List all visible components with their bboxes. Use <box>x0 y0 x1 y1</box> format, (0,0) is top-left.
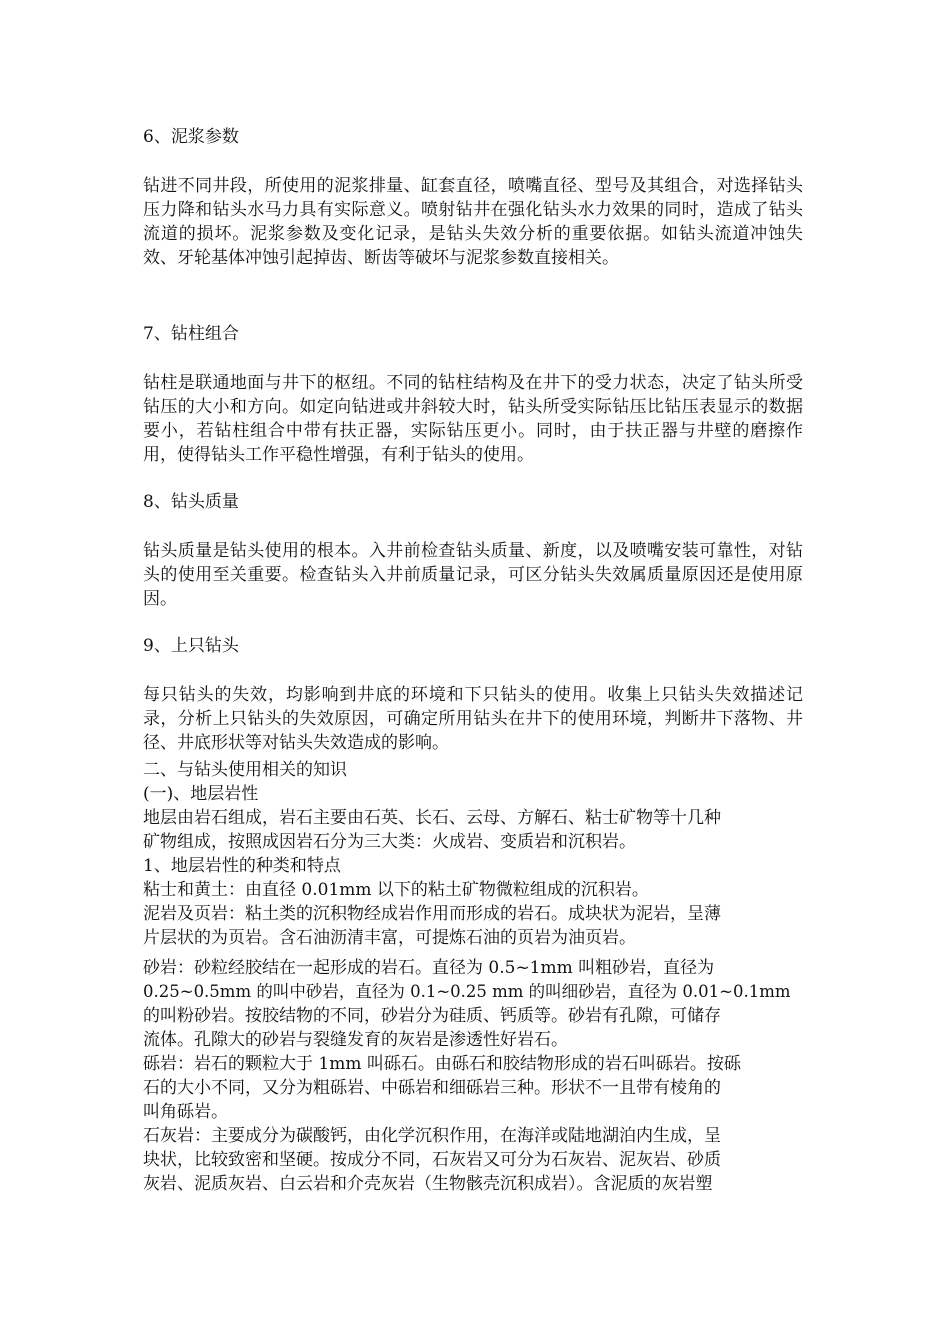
text-line: 叫角砾岩。 <box>143 1102 228 1122</box>
section-9-paragraph: 每只钻头的失效，均影响到井底的环境和下只钻头的使用。收集上只钻头失效描述记录，分析上只钻头的失效原因，可确定所用钻头在井下的使用环境，判断井下落物、井径、井底形状等对钻头失效造成的影响。 <box>143 685 803 753</box>
text-line: 地层由岩石组成，岩石主要由石英、长石、云母、方解石、粘士矿物等十几种 <box>143 808 721 828</box>
text-line: 片层状的为页岩。含石油沥清丰富，可提炼石油的页岩为油页岩。 <box>143 928 636 948</box>
text-line: 0.25~0.5mm 的叫中砂岩，直径为 0.1~0.25 mm 的叫细砂岩，直径为 0.01~0.1mm <box>143 982 791 1001</box>
section-7-paragraph: 钻柱是联通地面与井下的枢纽。不同的钻柱结构及在井下的受力状态，决定了钻头所受钻压的大小和方向。如定向钻进或井斜较大时，钻头所受实际钻压比钻压表显示的数据要小，若钻柱组合中带有扶正器，实际钻压更小。同时，由于扶正器与井壁的磨擦作用，使得钻头工作平稳性增强，有利于钻头的使用。 <box>143 373 803 465</box>
section-6-paragraph: 钻进不同井段，所使用的泥浆排量、缸套直径，喷嘴直径、型号及其组合，对选择钻头压力降和钻头水马力具有实际意义。喷射钻井在强化钻头水力效果的同时，造成了钻头流道的损坏。泥浆参数及变化记录，是钻头失效分析的重要依据。如钻头流道冲蚀失效、牙轮基体冲蚀引起掉齿、断齿等破坏与泥浆参数直接相关。 <box>143 176 803 268</box>
text-line: 砾岩：岩石的颗粒大于 1mm 叫砾石。由砾石和胶结物形成的岩石叫砾岩。按砾 <box>143 1054 741 1074</box>
subsection-heading: (一)、地层岩性 <box>143 784 259 804</box>
section-9-heading: 9、上只钻头 <box>143 636 239 656</box>
text-line: 泥岩及页岩：粘土类的沉积物经成岩作用而形成的岩石。成块状为泥岩，呈薄 <box>143 904 721 924</box>
text-line: 灰岩、泥质灰岩、白云岩和介壳灰岩（生物骸壳沉积成岩）。含泥质的灰岩塑 <box>143 1174 713 1194</box>
chapter-heading: 二、与钻头使用相关的知识 <box>143 760 347 780</box>
section-7-heading: 7、钻柱组合 <box>143 324 239 344</box>
section-8-heading: 8、钻头质量 <box>143 492 239 512</box>
subsection-heading: 1、地层岩性的种类和特点 <box>143 856 341 876</box>
text-line: 石的大小不同，又分为粗砾岩、中砾岩和细砾岩三种。形状不一且带有棱角的 <box>143 1078 721 1098</box>
section-6-heading: 6、泥浆参数 <box>143 127 239 147</box>
text-line: 的叫粉砂岩。按胶结物的不同，砂岩分为硅质、钙质等。砂岩有孔隙，可储存 <box>143 1006 721 1026</box>
text-line: 粘士和黄土：由直径 0.01mm 以下的粘土矿物微粒组成的沉积岩。 <box>143 880 649 900</box>
text-line: 流体。孔隙大的砂岩与裂缝发育的灰岩是渗透性好岩石。 <box>143 1030 568 1050</box>
text-line: 块状，比较致密和坚硬。按成分不同，石灰岩又可分为石灰岩、泥灰岩、砂质 <box>143 1150 721 1170</box>
text-line: 石灰岩：主要成分为碳酸钙，由化学沉积作用，在海洋或陆地湖泊内生成，呈 <box>143 1126 721 1146</box>
text-line: 矿物组成，按照成因岩石分为三大类：火成岩、变质岩和沉积岩。 <box>143 832 636 852</box>
section-8-paragraph: 钻头质量是钻头使用的根本。入井前检查钻头质量、新度，以及喷嘴安装可靠性，对钻头的使用至关重要。检查钻头入井前质量记录，可区分钻头失效属质量原因还是使用原因。 <box>143 541 803 609</box>
text-line: 砂岩：砂粒经胶结在一起形成的岩石。直径为 0.5~1mm 叫粗砂岩，直径为 <box>143 958 715 978</box>
